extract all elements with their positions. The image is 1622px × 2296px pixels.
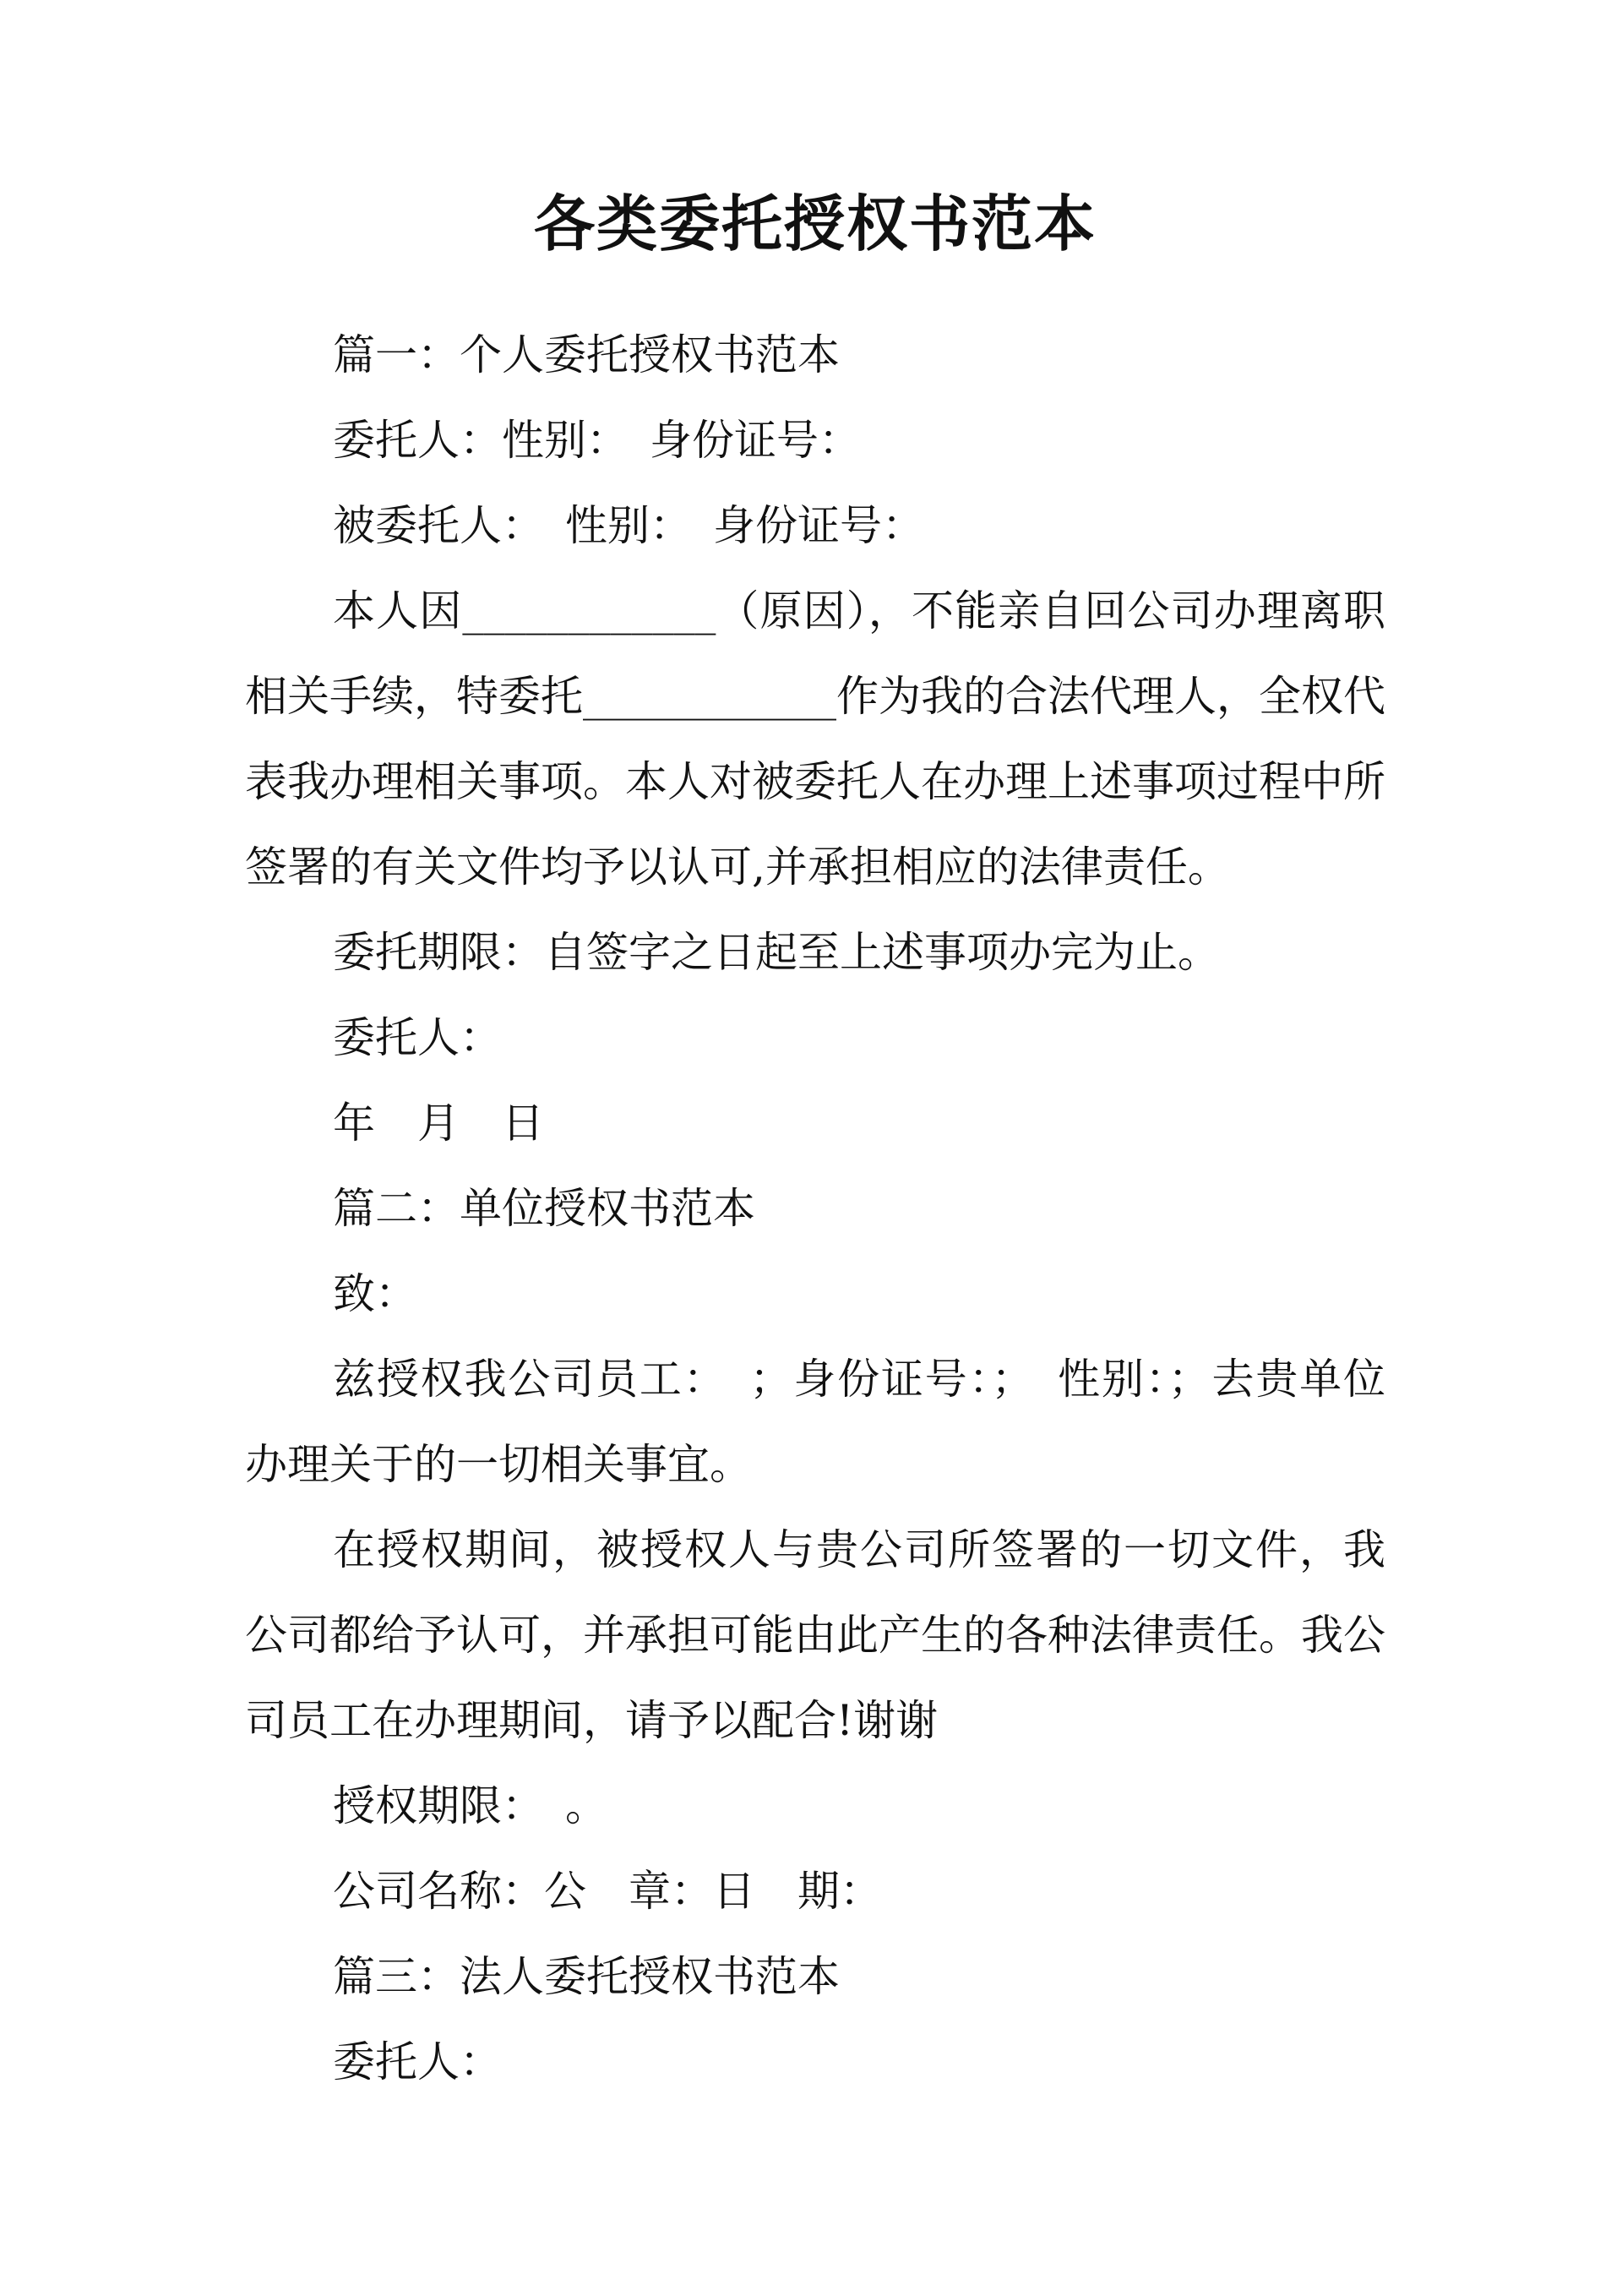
agent-line: 被委托人： 性别： 身份证号： [333,501,924,550]
authorization-term-line: 授权期限： 。 [333,1781,607,1830]
addressee-line: 致： [333,1269,417,1318]
term-line: 委托期限：自签字之日起至上述事项办完为止。 [333,928,1220,977]
document-body [245,182,1385,2105]
acknowledgement-paragraph: 在授权期间，被授权人与贵公司所签署的一切文件，我公司都给予认可，并承担可能由此产生的各种法律责任。我公司员工在办理期间，请予以配合!谢谢 [245,1525,1385,1745]
document-title: 各类委托授权书范本 [533,188,1097,259]
section-heading-1: 篇一：个人委托授权书范本 [333,330,840,379]
principal-line: 委托人：性别： 身份证号： [333,416,861,465]
signature-line: 委托人： [333,1013,502,1062]
legal-principal-line: 委托人： [333,2037,502,2086]
company-info-line: 公司名称：公 章：日 期： [333,1867,882,1916]
authorization-paragraph: 本人因____________（原因），不能亲自回公司办理离职相关手续，特委托____________作为我的合法代理人，全权代表我办理相关事项。本人对被委托人在办理上述事项过程中所签署的有关文件均予以认可,并承担相应的法律责任。 [245,586,1385,892]
employee-authorization-paragraph: 兹授权我公司员工： ；身份证号：； 性别：；去贵单位办理关于的一切相关事宜。 [245,1355,1385,1489]
section-heading-3: 篇三：法人委托授权书范本 [333,1952,840,2001]
section-heading-2: 篇二：单位授权书范本 [333,1184,755,1233]
date-line: 年 月 日 [333,1099,544,1148]
